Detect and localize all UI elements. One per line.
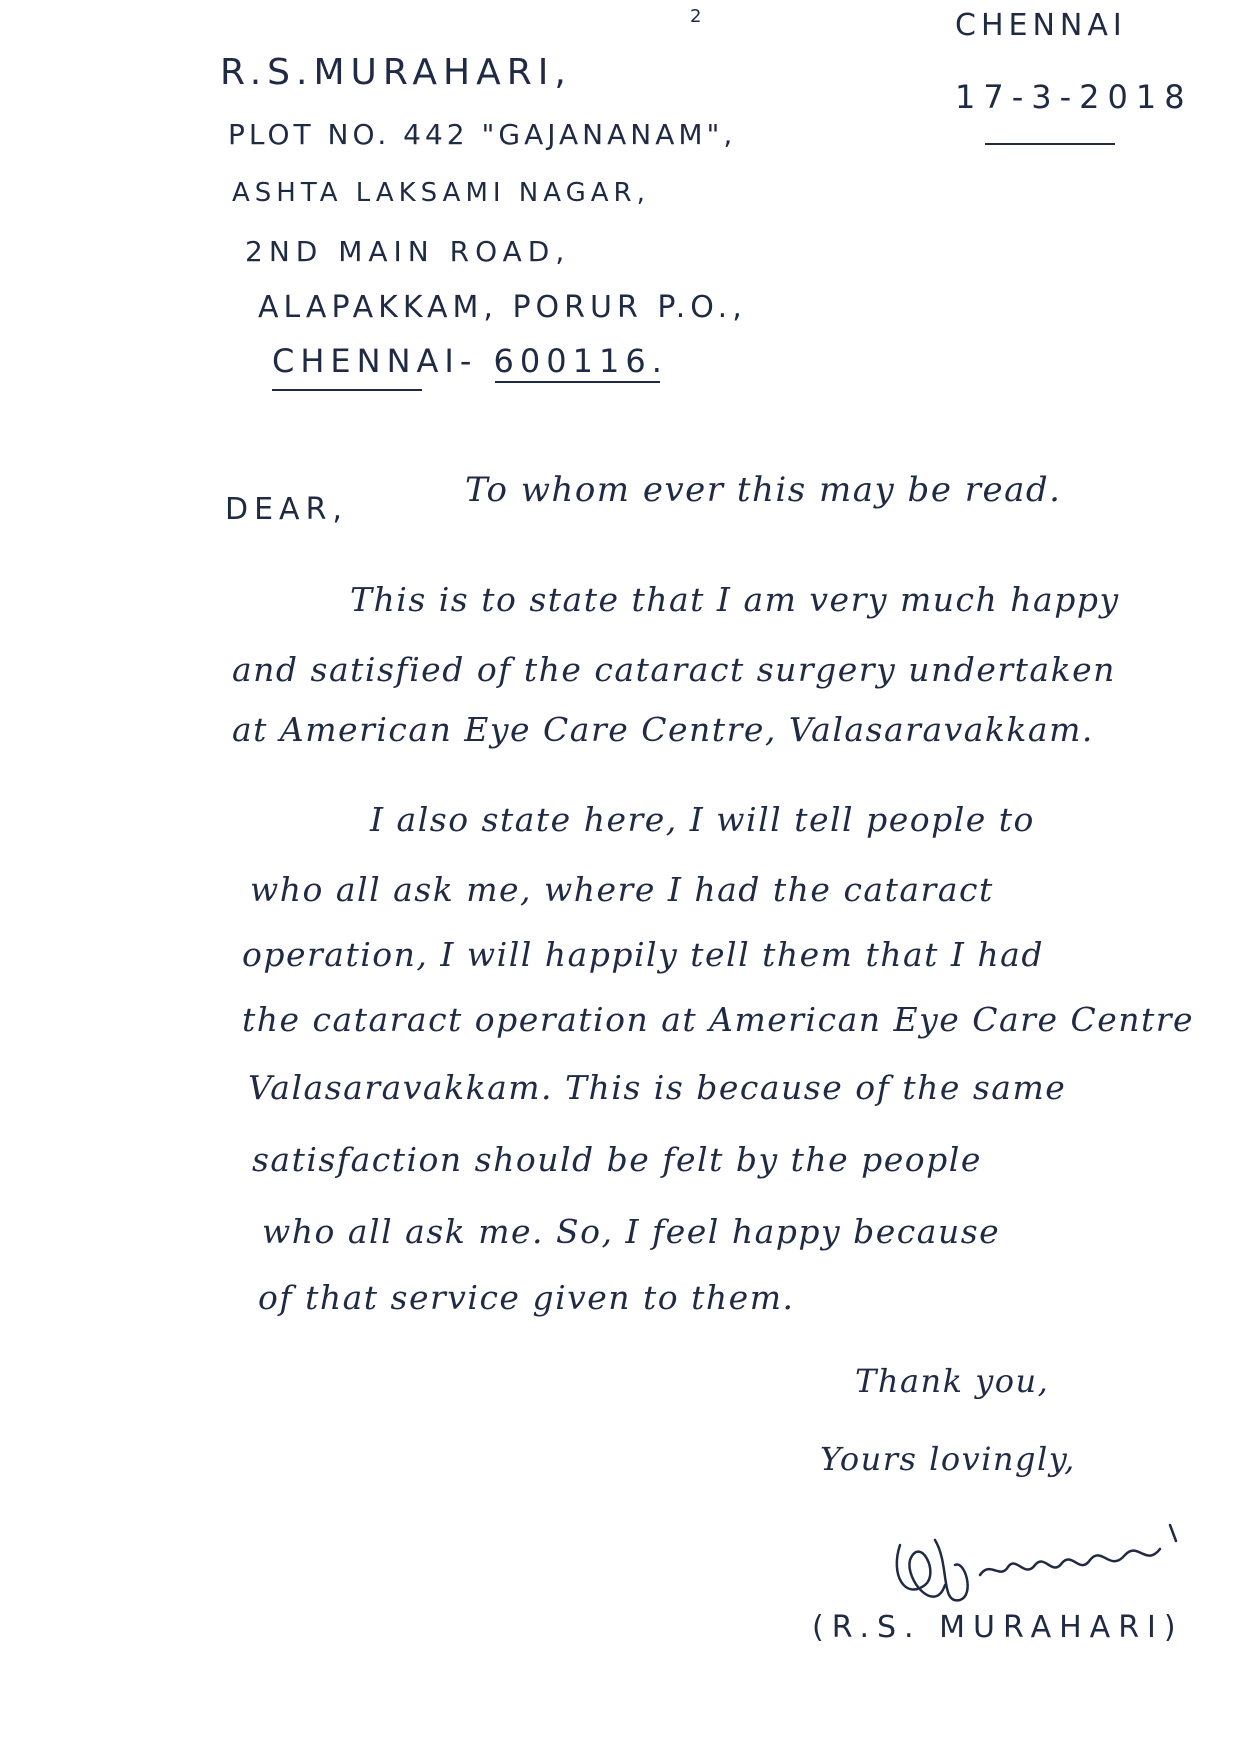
sender-address-line-1: PLOT NO. 442 "GAJANANAM", (228, 118, 737, 151)
sender-address-line-3: 2ND MAIN ROAD, (245, 235, 571, 268)
sender-address-line-2: ASHTA LAKSAMI NAGAR, (232, 178, 650, 208)
date-underline (985, 143, 1115, 145)
city-label: CHENNAI (955, 8, 1127, 43)
body-line-3: at American Eye Care Centre, Valasaravakkam. (232, 710, 1094, 749)
sender-address-line-4: ALAPAKKAM, PORUR P.O., (258, 290, 747, 325)
page-mark: 2 (690, 6, 702, 27)
body-line-8: Valasaravakkam. This is because of the same (248, 1068, 1067, 1107)
sender-name: R.S.MURAHARI, (220, 52, 572, 93)
date-label: 17-3-2018 (955, 78, 1193, 116)
city-underline (272, 389, 422, 391)
body-line-1: This is to state that I am very much happy (350, 580, 1120, 619)
signature-drawing (880, 1505, 1210, 1625)
sender-address-line-5: CHENNAI- 600116. (272, 342, 668, 380)
body-line-7: the cataract operation at American Eye Care Centre (242, 1000, 1195, 1039)
salutation-dear: DEAR, (225, 492, 348, 527)
body-line-10: who all ask me. So, I feel happy because (262, 1212, 1001, 1251)
body-line-5: who all ask me, where I had the cataract (250, 870, 994, 909)
body-line-6: operation, I will happily tell them that I had (242, 935, 1044, 974)
salutation-to: To whom ever this may be read. (465, 470, 1062, 510)
body-line-2: and satisfied of the cataract surgery undertaken (232, 650, 1116, 689)
body-line-11: of that service given to them. (258, 1278, 795, 1317)
closing-yours: Yours lovingly, (820, 1440, 1076, 1478)
printed-name: (R.S. MURAHARI) (812, 1610, 1184, 1645)
closing-thanks: Thank you, (855, 1362, 1050, 1400)
body-line-9: satisfaction should be felt by the people (252, 1140, 982, 1179)
body-line-4: I also state here, I will tell people to (370, 800, 1035, 839)
pincode-underline (495, 381, 660, 383)
